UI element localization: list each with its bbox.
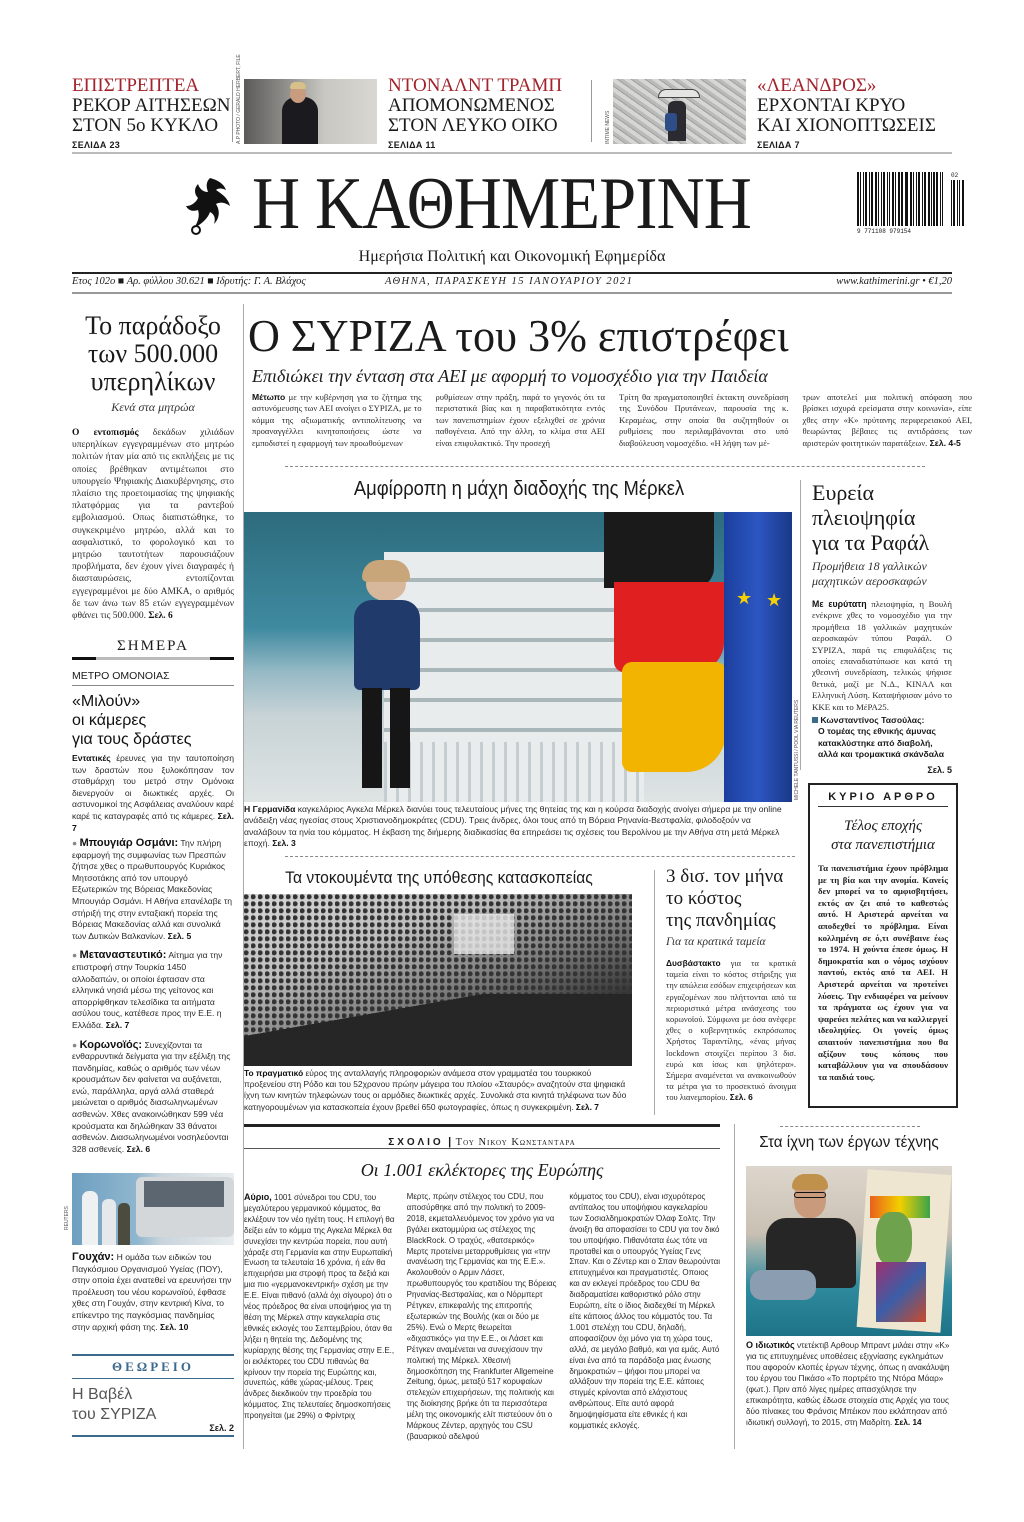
barcode-bar: [898, 172, 899, 226]
barcode-bar: [936, 172, 938, 226]
theoreio-box[interactable]: [72, 1354, 234, 1437]
barcode-number: 9 771108 979154: [857, 228, 912, 235]
barcode-bar: [959, 180, 960, 226]
barcode-bar: [871, 172, 872, 226]
barcode-bar: [881, 172, 882, 226]
barcode: [857, 172, 965, 236]
barcode-bar: [918, 172, 920, 226]
today-section: [72, 638, 234, 834]
page-ref[interactable]: Σελ. 4-5: [927, 437, 961, 448]
griffin-logo-icon: [180, 174, 242, 236]
pandemic-title-line: 3 δισ. τον μήνα: [666, 866, 784, 887]
page-ref[interactable]: Σελ. 7: [72, 810, 234, 833]
teaser-title-line: ΕΡΧΟΝΤΑΙ ΚΡΥΟ: [757, 95, 906, 116]
page-ref[interactable]: Σελ. 6: [146, 611, 173, 622]
art-caption: Ο ιδιωτικός ντετέκτιβ Αρθουρ Μπραντ μιλάει στην «Κ» για τις επιτυχημένες υποθέσεις εξιχνίασης εγκλημάτων που αφορούν κλοπές έργων τέχνης, όπως η ανακάλυψη του έργου του Πικάσο «Το πορτρέτο της Ντόρα Μάαρ» (φωτ.). Πριν από λίγες ημέρες απασχόλησε την επικαιρότητα, καθώς έδωσε στοιχεία στις Αρχές για τους δύο πίνακες του Φράνσις Μπέικον που εκλάπησαν από ιδιωτική συλλογή, το 2015, στη Μαδρίτη. Σελ. 14: [746, 1340, 950, 1427]
today-story-body: Εντατικές έρευνες για την ταυτοποίηση των δραστών που ξυλοκόπησαν τον σταθμάρχη του μετρό στην Ομόνοια διενεργούν οι διωκτικές αρχές. Οι αστυνομικοί της Ασφάλειας αναλύουν καρέ καρέ τις καταγραφές από τις κάμερες. Σελ. 7: [72, 753, 234, 833]
merkel-caption: Η Γερμανίδα καγκελάριος Αγκελα Μέρκελ διανύει τους τελευταίους μήνες της θητείας της και η κούρσα διαδοχής ανοίγει σήμερα με την online ανάδειξη νέας ηγεσίας στους Χριστιανοδημοκράτες (CDU). Τρεις άνδρες, όλοι τους από τη Βόρεια Ρηνανία-Βεστφαλία, φιλοδοξούν να αναλάβουν τα ηνία του κόμματος. Η έκβαση της διήμερης διαδικασίας θα επηρεάσει τις σχέσεις του Βερολίνου με την Αθήνα στη μετά Μέρκελ εποχή. Σελ. 3: [244, 804, 782, 849]
barcode-bar: [922, 172, 923, 226]
editorial-header: ΚΥΡΙΟ ΑΡΘΡΟ: [818, 791, 948, 807]
teaser-1[interactable]: [72, 54, 242, 150]
espionage-photo: [244, 894, 632, 1066]
teaser-bottom-rule: [72, 152, 952, 154]
art-headline[interactable]: Στα ίχνη των έργων τέχνης: [759, 1134, 939, 1151]
main-story-column: Τρίτη θα πραγματοποιηθεί έκτακτη συνεδρίαση της Συνόδου Πρυτάνεων, παρουσία της κ. Κεραμέως, στην οποία θα συζητηθούν οι ρυθμίσεις που περιλαμβάνονται στο υπό διαβούλευση νομοσχέδιο. «Η λήψη των μέ-: [619, 392, 789, 448]
comment-column: Αύριο, 1001 σύνεδροι του CDU, του μεγαλύτερου γερμανικού κόμματος, θα εκλέξουν τον νέο ηγέτη τους. Η επιλογή θα δείξει εάν το κόμμα της Αγκελα Μέρκελ θα συνεχίσει την κεντρώα πορεία, που αυτή χάραξε στη Γερμανία και στην Ευρωπαϊκή Ενωση τα τελευταία 16 χρόνια, ή εάν θα επιχειρήσει μια στροφή προς τα δεξιά και μια πιο «γερμανοκεντρική» σχέση με την Ε.Ε. Είναι πιθανό (αλλά όχι σίγουρο) ότι ο νέος πρόεδρος θα είναι υποψήφιος για τη θέση της Μέρκελ στην καγκελαρία στις εθνικές εκλογές του Σεπτεμβρίου, όταν θα λήξει η θητεία της. Δεδομένης της κυρίαρχης θέσης της Γερμανίας στην Ε.Ε., οι εκλέκτορες του CDU πιθανώς θα κρίνουν την πορεία της Ευρώπης και, συνεπώς, κάθε χώρας-μέλους. Τρεις άνδρες διεκδικούν την προεδρία του κόμματος. Στις τελευταίες δημοσκοπήσεις προηγείται (με 29%) ο Φρίντριχ: [244, 1192, 395, 1421]
merkel-photo: ★ ★: [244, 512, 792, 802]
barcode-bar: [887, 172, 888, 226]
teaser-2[interactable]: [388, 76, 588, 150]
comment-body: [244, 1192, 720, 1443]
rafale-quote: Κωνσταντίνος Τασούλας: Ο τομέας της εθνικής άμυνας κατακλύστηκε από διαβολή, αλλά και τρομακτικά σκάνδαλα: [812, 715, 952, 761]
photo-credit: MICHELE TANTUSSI / POOL VIA REUTERS: [794, 699, 800, 800]
page-ref[interactable]: Σελ. 7: [573, 1101, 599, 1112]
left-story-subtitle: Κενά στα μητρώα: [111, 400, 195, 414]
website-price[interactable]: www.kathimerini.gr • €1,20: [836, 276, 952, 287]
photo-credit: INTIME NEWS: [605, 110, 611, 144]
page-ref[interactable]: Σελ. 14: [892, 1418, 922, 1427]
pandemic-title-line: το κόστος: [666, 888, 742, 909]
left-story-title-line: Το παράδοξο: [85, 311, 221, 340]
today-story-title[interactable]: «Μιλούν» οι κάμερες για τους δράστες: [72, 693, 192, 748]
barcode-bar: [901, 172, 903, 226]
trump-photo: [244, 79, 377, 144]
barcode-bar: [905, 172, 906, 226]
snow-umbrella-photo: [613, 79, 746, 144]
photo-credit: A.P PHOTO / GERALD HERBERT, FILE: [236, 54, 242, 144]
theoreio-title: Η Βαβέλ του ΣΥΡΙΖΑ: [72, 1386, 157, 1423]
barcode-bar: [869, 172, 870, 226]
brief-item[interactable]: ● Μπουγιάρ Οσμάνι: Την πλήρη εφαρμογή της συμφωνίας των Πρεσπών ζήτησε χθες ο πρωθυπουργός Κυριάκος Μητσοτάκης από τον υπουργό Εξωτερικών της Βόρειας Μακεδονίας Μπουγιάρ Οσμάνι. Η Αθήνα επανέλαβε τη στήριξή της στην ενταξιακή πορεία της Βόρειας Μακεδονίας αλλά και συνολικά των Δυτικών Βαλκανίων. Σελ. 5: [72, 837, 233, 941]
brief-item[interactable]: ● Κορωνοϊός: Συνεχίζονται τα ενθαρρυντικά δείγματα για την εξέλιξη της πανδημίας, καθώς ο αριθμός των νέων κρουσμάτων δεν φαίνεται να αυξάνεται, ενώ, παράλληλα, αργά αλλά σταθερά μειώνεται ο αριθμός διασωληνωμένων ασθενών. Χθες ανακοινώθηκαν 599 νέα κρούσματα και δηλώθηκαν 33 θάνατοι ασθενών. Διασωληνωμένοι νοσηλεύονται 328 ασθενείς. Σελ. 6: [72, 1038, 231, 1154]
newspaper-title[interactable]: Η ΚΑΘΗΜΕΡΙΝΗ: [252, 163, 751, 245]
date-line: ΑΘΗΝΑ, ΠΑΡΑΣΚΕΥΗ 15 ΙΑΝΟΥΑΡΙΟΥ 2021: [385, 276, 634, 287]
teaser-divider: [591, 80, 592, 142]
barcode-bar: [942, 172, 943, 226]
teaser-page: ΣΕΛΙΔΑ 23: [72, 140, 121, 150]
barcode-bar: [906, 172, 907, 226]
left-story-title-line: των 500.000: [87, 339, 219, 368]
barcode-bar: [910, 172, 912, 226]
teaser-kicker: «ΛΕΑΝΔΡΟΣ»: [757, 75, 877, 96]
pandemic-title-line: της πανδημίας: [666, 910, 776, 931]
rafale-title-line: πλειοψηφία: [812, 505, 916, 530]
today-section-label: ΜΕΤΡΟ ΟΜΟΝΟΙΑΣ: [72, 670, 234, 686]
newspaper-subtitle: Ημερήσια Πολιτική και Οικονομική Εφημερίδα: [358, 248, 666, 265]
page-ref[interactable]: Σελ. 6: [124, 1143, 151, 1154]
teaser-divider: [232, 80, 233, 142]
barcode-bar: [928, 172, 930, 226]
wuhan-brief[interactable]: Γουχάν: Η ομάδα των ειδικών του Παγκόσμιου Οργανισμού Υγείας (ΠΟΥ), στην οποία έχει ανατεθεί να ερευνήσει την προέλευση του νέου κορωνοϊού, έφθασε χθες στη Γουχάν, στην κεντρική Κίνα, το επίκεντρο της παγκόσμιας πανδημίας στην αρχική φάση της. Σελ. 10: [72, 1251, 232, 1332]
rafale-subtitle: Προμήθεια 18 γαλλικών μαχητικών αεροσκαφών: [812, 559, 927, 588]
main-story-column: ρυθμίσεων στην πράξη, παρά το γεγονός ότι τα περιστατικά βίας και η παραβατικότητα εντός των πανεπιστημίων έχουν εξελιχθεί σε χρόνια παθογένεια. Από την άλλη, το κλίμα στα ΑΕΙ είναι επιφυλακτικό. Την προσεχή: [435, 392, 605, 448]
column-rule: [734, 1124, 735, 1449]
comment-column: κόμματος του CDU), είναι ισχυρότερος αντίπαλος του υποψήφιου καγκελαρίου των Σοσιαλδημοκρατών Όλαφ Σολτς. Την άνοιξη θα αποφασίσει το CDU για τον δικό του υποψήφιο. Πιθανότατα έως τότε να προταθεί και ο υπουργός Υγείας Γενς Σπαν. Και ο Ζέντερ και ο Σπαν θεωρούνται επιτυχημένοι και πραγματιστές. Οποιος και αν εκλεγεί πρόεδρος του CDU θα διαδραματίσει καθοριστικό ρόλο στην Ευρώπη, είτε ο ίδιος διαδεχθεί τη Μέρκελ είτε κάποιος άλλος του κόμματός του. Τα 1.001 στελέχη του CDU, δηλαδή, αποφασίζουν όχι μόνο για τη χώρα τους, αλλά, σε μεγάλο βαθμό, και για εμάς. Αυτό είναι ένα από τα παράδοξα μιας ένωσης δημοκρατιών – ψήφοι που μπορεί να αλλάξουν την πορεία της Ε.Ε. κάποιες στιγμές κρίνονται από ελάχιστους ανθρώπους. Είτε αυτό αφορά δημοψηφίσματα είτε εθνικές ή και κομματικές εκλογές.: [569, 1192, 720, 1431]
comment-label: ΣΧΟΛΙΟ: [388, 1137, 444, 1148]
editorial-body: Τα πανεπιστήμια έχουν πρόβλημα με τη βία και την ανομία. Κανείς δεν μπορεί να το αμφισβητήσει, εκτός αν ζει από το καθεστώς αυτό. Η Αριστερά αρνείται να αποδεχθεί το πρόβλημα. Είναι κολλημένη σε ό,τι συνέβαινε έως το 1974. Η χούντα έπεσε όμως. Η δημοκρατία και ο νόμος ισχύουν παντού, εκτός από τα ΑΕΙ. Η Αριστερά αρνείται να προτείνει λύσεις. Την ενδιαφέρει να μείνουν τα πράγματα ως έχουν για να ψαρεύει πελάτες και να καλλιεργεί ιδεοληψίες. Οι γονείς όμως απαιτούν πανεπιστήμια που θα αξίζουν τους κόπους που καταβάλλουν για να σπουδάσουν τα παιδιά τους.: [818, 863, 948, 1082]
editorial-box[interactable]: [808, 783, 958, 1108]
barcode-bar: [931, 172, 932, 226]
barcode-bar: [913, 172, 914, 226]
barcode-bar: [878, 172, 879, 226]
dashed-divider: [780, 1126, 920, 1127]
barcode-bar: [857, 172, 859, 226]
teaser-3[interactable]: [757, 76, 957, 150]
barcode-bar: [889, 172, 890, 226]
issue-info: Ετος 102ο ■ Αρ. φύλλου 30.621 ■ Ιδρυτής: Γ. Α. Βλάχος: [72, 276, 306, 287]
barcode-bar: [953, 180, 955, 226]
theoreio-header: ΘΕΩΡΕΙΟ: [112, 1359, 194, 1374]
brief-item[interactable]: ● Μεταναστευτικό: Αίτημα για την επιστροφή στην Τουρκία 1450 αλλοδαπών, οι οποίοι έφτασαν στα ελληνικά νησιά μέσω της γείτονος και απορρίφθηκαν τελεσίδικα τα αιτήματα ασύλου τους, κατέθεσε προς την Ε.Ε. η Ελλάδα. Σελ. 7: [72, 949, 223, 1030]
column-rule: [654, 870, 655, 1115]
main-subheadline: Επιδιώκει την ένταση στα ΑΕΙ με αφορμή το νομοσχέδιο για την Παιδεία: [252, 366, 768, 386]
barcode-bar: [933, 172, 934, 226]
barcode-bar: [924, 172, 925, 226]
main-story-body: [252, 392, 972, 449]
today-header: ΣΗΜΕΡΑ: [117, 638, 189, 654]
teaser-title-line: ΡΕΚΟΡ ΑΙΤΗΣΕΩΝ: [72, 95, 231, 116]
right-column-rule: [800, 480, 801, 770]
left-story-lead: Ο εντοπισμός: [72, 428, 139, 438]
pandemic-cost-story[interactable]: [666, 866, 796, 1104]
main-story-column: Μέτωπο με την κυβέρνηση για το ζήτημα της αστυνόμευσης των ΑΕΙ ανοίγει ο ΣΥΡΙΖΑ, με το κόμμα της αξιωματικής αντιπολίτευσης να προαναγγέλλει κινητοποιήσεις ώστε να εμποδιστεί η εφαρμογή των προωθούμενων: [252, 392, 422, 448]
wuhan-photo: [72, 1173, 234, 1245]
dashed-divider: [285, 466, 925, 467]
comment-top-rule: [244, 1124, 720, 1127]
main-headline[interactable]: Ο ΣΥΡΙΖΑ του 3% επιστρέφει: [248, 310, 789, 361]
page-ref[interactable]: Σελ. 2: [209, 1423, 234, 1433]
editorial-title: Τέλος εποχής στα πανεπιστήμια: [831, 818, 935, 853]
rafale-title-line: για τα Ραφάλ: [812, 530, 930, 555]
merkel-headline[interactable]: Αμφίρροπη η μάχη διαδοχής της Μέρκελ: [353, 478, 685, 500]
page-ref[interactable]: Σελ. 3: [269, 838, 296, 849]
teaser-page: ΣΕΛΙΔΑ 11: [388, 140, 436, 150]
barcode-bar: [875, 172, 877, 226]
teaser-title-line: ΣΤΟΝ ΛΕΥΚΟ ΟΙΚΟ: [388, 115, 558, 136]
page-ref[interactable]: Σελ. 5: [165, 930, 192, 941]
left-story-title-line: υπερηλίκων: [90, 367, 216, 396]
masthead-rule: [72, 272, 952, 274]
teaser-title-line: ΣΤΟΝ 5ο ΚΥΚΛΟ: [72, 115, 219, 136]
barcode-bar: [940, 172, 941, 226]
barcode-bar: [865, 172, 867, 226]
rafale-title-line: Ευρεία: [812, 480, 874, 505]
barcode-bar: [892, 172, 894, 226]
barcode-bar: [883, 172, 885, 226]
infobar-rule: [72, 292, 952, 294]
rafale-story[interactable]: [812, 480, 952, 775]
barcode-bar: [916, 172, 917, 226]
espionage-headline[interactable]: Τα ντοκουμέντα της υπόθεσης κατασκοπείας: [285, 868, 593, 887]
barcode-bar: [895, 172, 896, 226]
teaser-title-line: ΑΠΟΜΟΝΩΜΕΝΟΣ: [388, 95, 555, 116]
art-detective-photo: [746, 1166, 952, 1336]
dashed-divider: [285, 856, 795, 857]
teaser-kicker: ΕΠΙΣΤΡΕΠΤΕΑ: [72, 75, 200, 96]
comment-column: Μερτς, πρώην στέλεχος του CDU, που αποσύρθηκε από την πολιτική το 2009-2018, εκμεταλλευόμενος τον χρόνο για να βγάλει εκατομμύρια ως στέλεχος της BlackRock. Ο τραχύς, «θατσερικός» Μερτς προτείνει μεταρρυθμίσεις για «την ανανέωση της Γερμανίας και της Ε.Ε.». Ακολουθούν ο Αρμιν Λάσετ, πρωθυπουργός του κρατιδίου της Βόρειας Ρηνανίας-Βεστφαλίας, και ο Νόρμπερτ Ρέτγκεν, επικεφαλής της επιτροπής εξωτερικών της Βουλής (και οι δύο με 25%). Ενώ ο Μερτς θεωρείται «διχαστικός» για την Ε.Ε., οι Λάσετ και Ρέτγκεν αναμένεται να συνεχίσουν την πολιτική της Μέρκελ. Χθεσινή δημοσκόπηση της Frankfurter Allgemeine Zeitung, όμως, μεταξύ 517 κορυφαίων στελεχών επιχειρήσεων, της πολιτικής και της διοίκησης βρήκε ότι τα περισσότερα μέλη της οικονομικής ελίτ πιστεύουν ότι ο Μάρκους Ζέντερ, αρχηγός του CSU (βαυαρικού αδελφού: [406, 1192, 557, 1441]
teaser-kicker: ΝΤΟΝΑΛΝΤ ΤΡΑΜΠ: [388, 75, 563, 96]
teaser-page: ΣΕΛΙΔΑ 7: [757, 140, 800, 150]
page-ref[interactable]: Σελ. 10: [157, 1321, 189, 1332]
page-ref[interactable]: Σελ. 7: [103, 1019, 130, 1030]
comment-title[interactable]: Οι 1.001 εκλέκτορες της Ευρώπης: [360, 1160, 604, 1180]
barcode-issue: 02: [951, 172, 959, 179]
pandemic-subtitle: Για τα κρατικά ταμεία: [666, 936, 766, 948]
barcode-bar: [951, 180, 952, 226]
barcode-bar: [860, 172, 861, 226]
espionage-caption: Το πραγματικό εύρος της ανταλλαγής πληροφοριών ανάμεσα στον γραμματέα του τουρκικού προξενείου στη Ρόδο και του 52χρονου πρώην μάγειρα του πλοίου «Σταυρός» αναζητούν στα ψηφιακά ίχνη των κινητών τηλεφώνων τους οι αρμόδιες διωκτικές αρχές. Συνολικά στα κινητά τηλέφωνα των δύο κατηγορουμένων για κατασκοπεία έχουν βρεθεί 650 φωτογραφίες, όπως η συγκεκριμένη. Σελ. 7: [244, 1068, 627, 1112]
square-bullet-icon: [812, 717, 818, 723]
teaser-title-line: ΚΑΙ ΧΙΟΝΟΠΤΩΣΕΙΣ: [757, 115, 936, 136]
page-ref[interactable]: Σελ. 5: [927, 764, 952, 775]
barcode-bar: [962, 180, 964, 226]
rafale-body: Με ευρύτατη πλειοψηφία, η Βουλή ενέκρινε χθες το νομοσχέδιο για την προμήθεια 18 γαλλικών μαχητικών αεροσκαφών τύπου Ραφάλ. Ο ΣΥΡΙΖΑ, παρά τις επιφυλάξεις τις οποίες επαναδιατύπωσε και κατά τη χθεσινή συνεδρίαση, τελικώς ψήφισε θετικά, μαζί με Ν.Δ., ΚΙΝΑΛ και Ελληνική Λύση. Καταψήφισαν μόνο το ΚΚΕ και το ΜέΡΑ25.: [812, 599, 952, 712]
photo-credit: REUTERS: [64, 1206, 70, 1230]
pandemic-body: Δυσβάστακτο για τα κρατικά ταμεία είναι το κόστος στήριξης για την απώλεια εσόδων επιχειρήσεων και εργαζομένων που πλήττονται από τα περιοριστικά μέτρα ανάσχεσης του κορωνοϊού. Σύμφωνα με όσα ανέφερε χθες ο κυβερνητικός εκπρόσωπος Χρήστος Ταραντίλης, «ένας μήνας lockdown στοιχίζει περίπου 3 δισ. ευρώ και ίσως και ψηλότερα». Σήμερα αναμένεται να ανακοινωθούν τα μέτρα για το προσεκτικό άνοιγμα του λιανεμπορίου. Σελ. 6: [666, 958, 796, 1103]
barcode-bar: [863, 172, 864, 226]
main-story-column: τρων αποτελεί μια πολιτική απόφαση που βρίσκει ισχυρά ερείσματα στην κοινωνία», είπε χθες στην «Κ» πρύτανης περιφερειακού ΑΕΙ, θεωρώντας βέβαιες τις αντιδράσεις των αριστερών φοιτητικών παρατάξεων. Σελ. 4-5: [802, 392, 972, 448]
page-ref[interactable]: Σελ. 6: [727, 1092, 753, 1103]
comment-byline: Του Νικου Κωνσταντaρα: [455, 1137, 576, 1148]
comment-header: ΣΧΟΛΙΟ | Του Νικου Κωνσταντaρα: [388, 1136, 576, 1148]
left-story-body: Ο εντοπισμός δεκάδων χιλιάδων υπερηλίκων εγγεγραμμένων στο μητρώο πολιτών ήταν μία από τις εκπλήξεις με τις οποίες βρέθηκαν αντιμέτωποι στο υπουργείο Ψηφιακής Διακυβέρνησης, στο πλαίσιο της προετοιμασίας της ψηφιακής πλατφόρμας για τα ραντεβού εμβολιασμού. Οπως διαπιστώθηκε, το συγκεκριμένο μητρώο, αλλά και το ασφαλιστικό, το φορολογικό και το μητρώο ταυτοτήτων παρουσιάζουν προβλήματα, δεν έχουν γίνει διαγραφές ή διασταυρώσεις, εντοπίζονται εγγεγραμμένοι με δύο ΑΜΚΑ, ο αριθμός δε των άνω των 85 ετών εγγεγραμμένων φθάνει τις 500.000. Σελ. 6: [72, 428, 234, 622]
comment-rule: [244, 1148, 720, 1149]
left-story[interactable]: [72, 312, 234, 622]
briefs-list: [72, 838, 234, 1155]
barcode-bar: [957, 180, 958, 226]
